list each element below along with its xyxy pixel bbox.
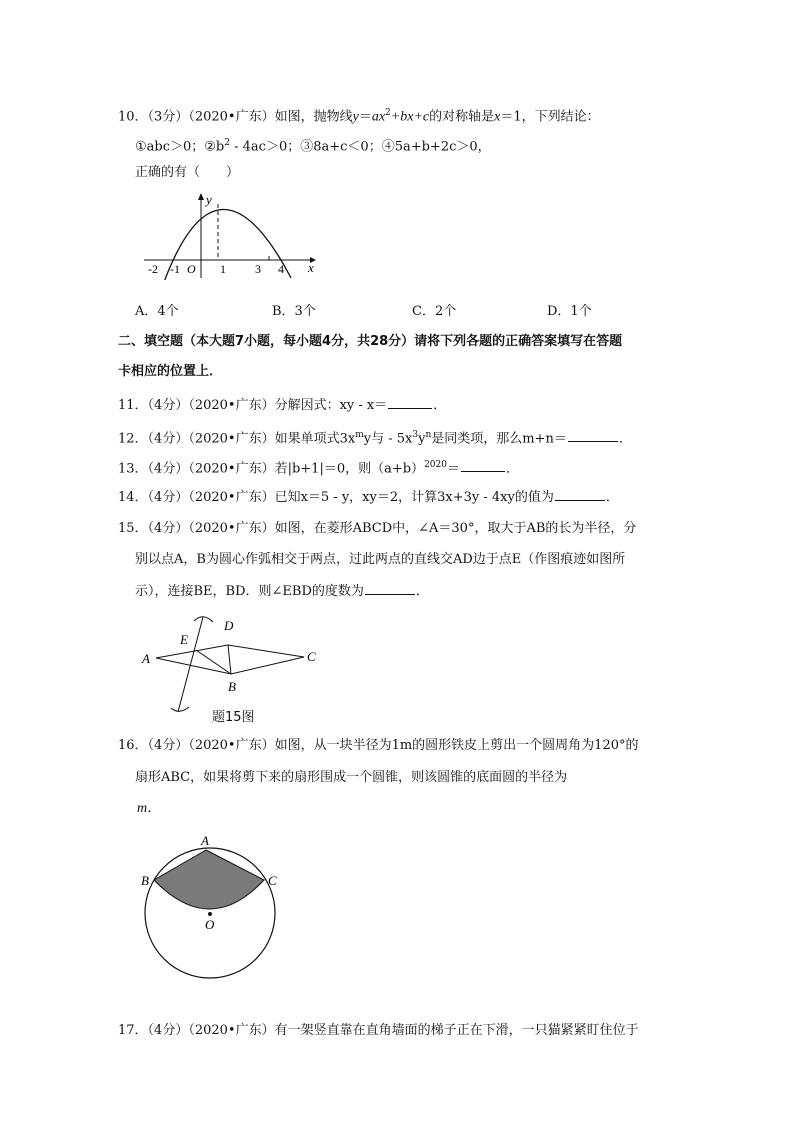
q16-line3: m． (137, 801, 162, 816)
tick-label: -1 (170, 262, 180, 276)
q10-parabola-graph (140, 190, 330, 280)
q11: 11．（4分）（2020•广东）分解因式：xy - x＝ ． (118, 398, 447, 413)
center-point (208, 912, 212, 916)
point-label-c: C (307, 649, 316, 664)
q10-conclusions: ①abc＞0；$②b^2 - 4ac>0$；③8a+c＜0；④5a+b+2c＞0， (135, 138, 491, 155)
tick-label: 4 (278, 262, 284, 276)
point-label-e: E (180, 632, 188, 647)
q10-stem: 10．（3分）（2020•广东）如图，抛物线$y=ax^2+bx+c$的对称轴是x＝1，下列结论： (118, 108, 600, 125)
section2-heading-line2: 卡相应的位置上． (118, 364, 223, 379)
sector-abc (154, 850, 264, 909)
point-label-a: A (142, 651, 150, 666)
section2-heading-line1: 二、填空题（本大题7小题，每小题4分，共28分）请将下列各题的正确答案填写在答题 (118, 334, 623, 349)
q17: 17．（4分）（2020•广东）有一架竖直靠在直角墙面的梯子正在下滑，一只猫紧紧盯住位于 (118, 1023, 639, 1038)
tick-label: -2 (148, 262, 158, 276)
q13: 13．（4分）（2020•广东）若|b+1|＝0，则$(a+b)^{2020}=$ ． (118, 460, 519, 477)
choice-b: B．3个 (272, 304, 316, 319)
choice-c: C．2个 (412, 304, 457, 319)
q10-ask: 正确的有（ ） (135, 165, 240, 180)
segment-bd (228, 645, 231, 674)
origin-label: O (187, 262, 196, 276)
choice-d: D．1个 (547, 304, 592, 319)
answer-blank (461, 459, 505, 472)
q14: 14．（4分）（2020•广东）已知x＝5 - y，xy＝2，计算3x+3y - 4xy的值为 ． (118, 490, 619, 505)
q15-line2: 别以点A，B为圆心作弧相交于两点，过此两点的直线交AD边于点E（作图痕迹如图所 (135, 552, 626, 567)
q16-circle-sector-figure (130, 828, 290, 988)
point-label-a: A (201, 833, 209, 848)
point-label-b: B (141, 873, 149, 888)
q12: 12．（4分）（2020•广东）如果单项式$3x^my$与 - $5x^3y^n$是同类项，那么m+n＝ ． (118, 430, 632, 447)
answer-blank (555, 488, 605, 501)
tick-label: 3 (255, 262, 261, 276)
parabola-curve (164, 209, 291, 280)
point-label-o: O (205, 917, 215, 932)
answer-blank (365, 582, 415, 595)
choice-a: A．4个 (135, 304, 179, 319)
arc-top (194, 617, 213, 622)
q15-line3: 示），连接BE，BD．则∠EBD的度数为 ． (135, 584, 429, 599)
point-label-c: C (268, 873, 277, 888)
y-axis-arrow (198, 193, 204, 200)
q16-line1: 16．（4分）（2020•广东）如图，从一块半径为1m的圆形铁皮上剪出一个圆周角为120°的 (118, 738, 639, 753)
point-label-b: B (228, 679, 236, 694)
answer-blank (568, 429, 618, 442)
point-label-d: D (224, 618, 234, 633)
answer-blank (388, 396, 432, 409)
x-axis-label: x (308, 260, 314, 275)
q15-line1: 15．（4分）（2020•广东）如图，在菱形ABCD中，∠A＝30°，取大于AB的长为半径，分 (118, 521, 637, 536)
q16-line2: 扇形ABC，如果将剪下来的扇形围成一个圆锥，则该圆锥的底面圆的半径为 (135, 770, 568, 785)
y-axis-label: y (206, 192, 212, 207)
q15-figure-caption: 题15图 (212, 710, 255, 725)
tick-label: 1 (220, 262, 226, 276)
arc-bottom (171, 707, 189, 711)
